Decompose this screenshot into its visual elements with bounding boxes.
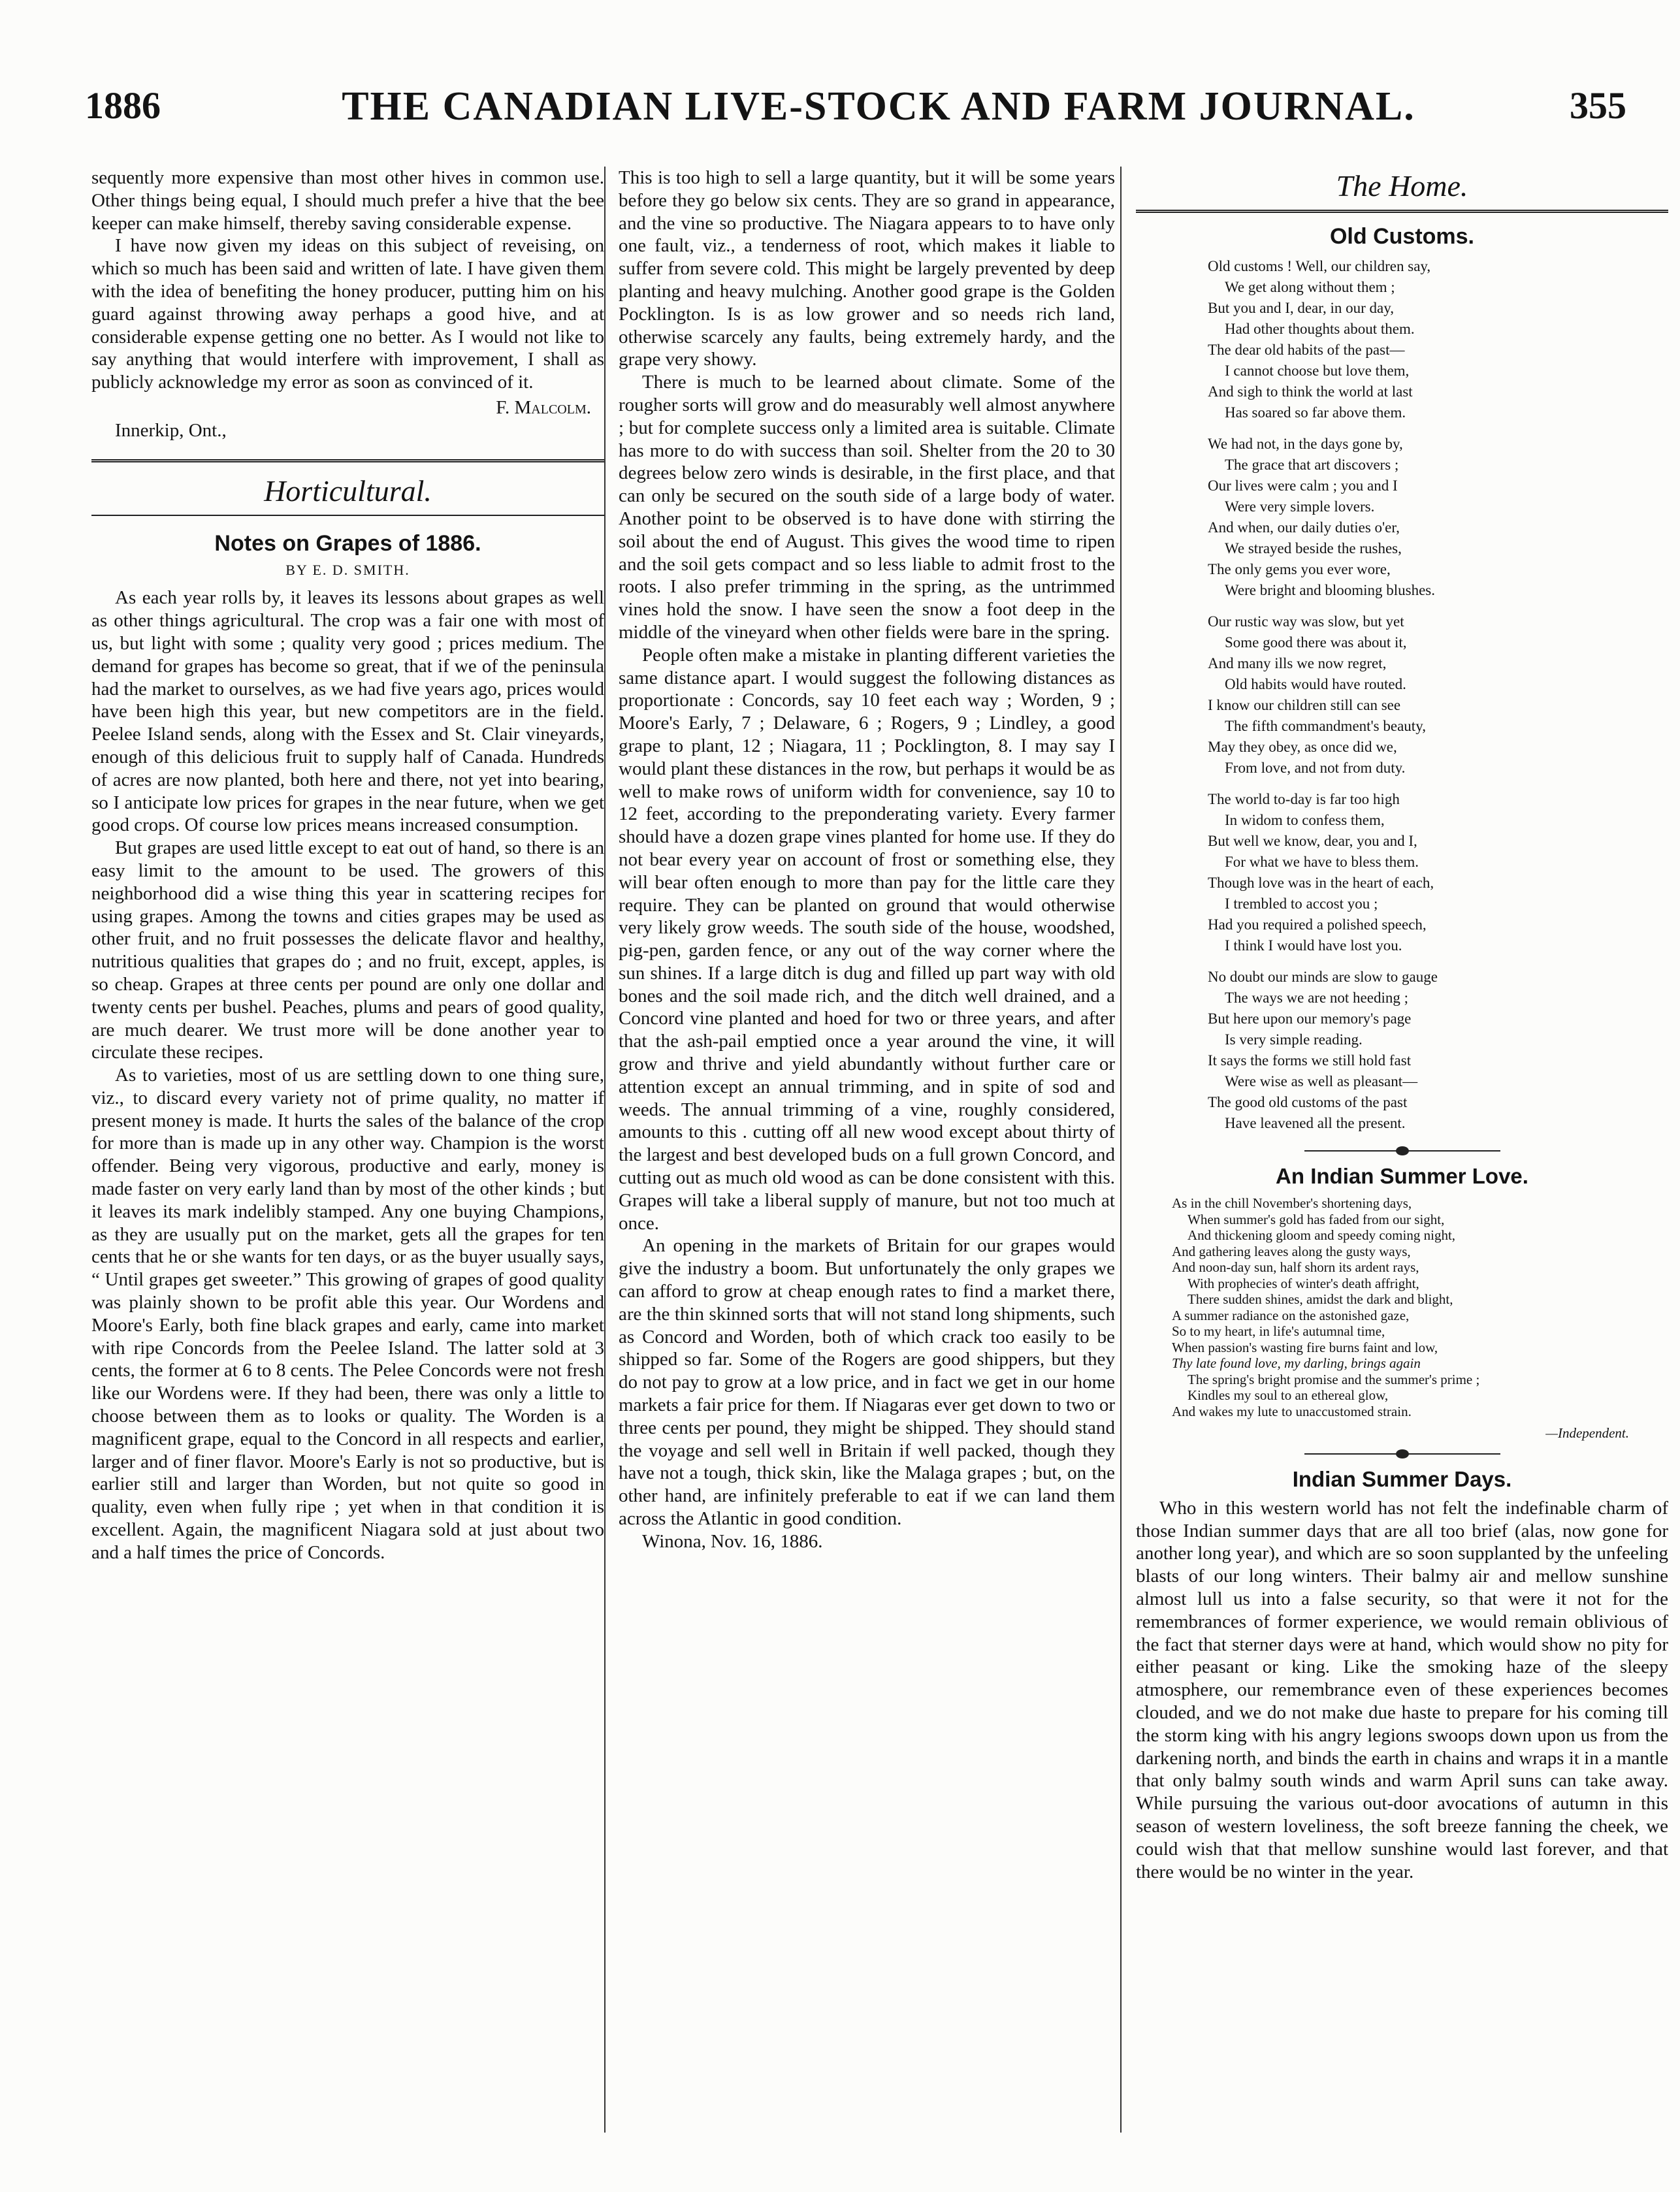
journal-title: THE CANADIAN LIVE-STOCK AND FARM JOURNAL. <box>342 84 1415 129</box>
poem-line: From love, and not from duty. <box>1225 760 1406 776</box>
column-1 <box>91 167 604 2133</box>
poem-line: And wakes my lute to unaccustomed strain. <box>1172 1403 1412 1419</box>
poem-line: May they obey, as once did we, <box>1208 739 1397 755</box>
poem-line: We strayed beside the rushes, <box>1225 540 1402 556</box>
poem-line: Thy late found love, my darling, brings again <box>1172 1355 1421 1371</box>
poem-line: The dear old habits of the past— <box>1208 342 1405 358</box>
paragraph: Who in this western world has not felt the indefinable charm of those Indian summer days that are all too brief (alas, now gone for another long year), and which are so soon supplanted by the unfeeling blasts of our long winters. Their balmy air and mellow sunshine almost lull us into a false security, so that were it not for the remembrances of former experience, we would remain oblivious of the fact that sterner days were at hand, which would show no pity for either peasant or king. Like the smoking haze of the sleepy atmosphere, our remembrance even of these experiences becomes clouded, and we do not make due haste to prepare for his coming till the storm king with his angry legions swoops down upon us from the darkening north, and binds the earth in chains and wraps it in a mantle that only balmy south winds and warm April suns can take away. While pursuing the various out-door avocations of autumn in this season of western loveliness, the soft breeze fanning the cheek, we could wish that that mellow sunshine would last forever, and that there would be no winter in the year. <box>1136 1497 1669 1882</box>
dateline: Innerkip, Ont., <box>115 419 227 441</box>
dateline: Winona, Nov. 16, 1886. <box>642 1530 823 1552</box>
ornamental-divider <box>1304 1144 1500 1157</box>
poem-title: Old Customs. <box>1329 224 1475 249</box>
poem-line: The only gems you ever wore, <box>1208 561 1391 577</box>
poem-line: And gathering leaves along the gusty ways, <box>1172 1243 1411 1259</box>
poem-line: Had other thoughts about them. <box>1225 321 1415 337</box>
poem-title: An Indian Summer Love. <box>1276 1164 1528 1188</box>
poem-line: So to my heart, in life's autumnal time, <box>1172 1323 1385 1339</box>
poem-line: There sudden shines, amidst the dark and blight, <box>1187 1291 1453 1307</box>
paragraph: As to varieties, most of us are settling down to one thing sure, viz., to discard every variety not of prime quality, no matter if present money is made. It hurts the sales of the balance of the crop for more than is made up in any other way. Champion is the worst offender. Being very vigorous, productive and early, money is made faster on very early land than by most of the other kinds ; but it leaves its mark indelibly stamped. Any one buying Champions, as they are usually put on the market, gets all the grapes for ten cents that he or she wants for ten days, or as the buyer usually says, “ Until grapes get sweeter.” This growing of grapes of good quality was plainly shown to be profit able this year. Our Wordens and Moore's Early, both fine black grapes and early, came into market with ripe Concords from the Peelee Island. The latter sold at 3 cents, the former at 6 to 8 cents. The Pelee Concords were not fresh like our Wordens were. If they had been, there was only a little to choose between them as to looks or quality. The Worden is a magnificent grape, equal to the Concord in all respects and earlier, larger and of finer flavor. Moore's Early is not so productive, but is earlier still and larger than Worden, but not quite so good in quality, even when fully ripe ; yet when in that condition it is excellent. Again, the magnificent Niagara sold at just about two and a half times the price of Concords. <box>91 1065 604 1563</box>
poem-line: Old customs ! Well, our children say, <box>1208 258 1431 274</box>
poem-line: I cannot choose but love them, <box>1225 363 1410 379</box>
poem-line: A summer radiance on the astonished gaze, <box>1172 1307 1410 1323</box>
poem-line: We had not, in the days gone by, <box>1208 436 1403 452</box>
poem-line: The grace that art discovers ; <box>1225 457 1399 473</box>
paragraph: But grapes are used little except to eat out of hand, so there is an easy limit to the amount to be used. The growers of this neighborhood did a wise thing this year in scattering recipes for using grapes. Among the towns and cities grapes may be used as other fruit, and no fruit possesses the delicate flavor and healthy, nutritious qualities that grapes do ; and no fruit, except, apples, is so cheap. Grapes at three cents per pound are only one dollar and twenty cents per bushel. Peaches, plums and pears of good quality, are much dearer. We trust more will be done another year to circulate these recipes. <box>91 837 604 1063</box>
poem-line: Our rustic way was slow, but yet <box>1208 613 1404 630</box>
poem-line: Were very simple lovers. <box>1225 498 1375 515</box>
poem-line: Have leavened all the present. <box>1225 1115 1406 1131</box>
stanza <box>1208 611 1668 779</box>
poem-line: No doubt our minds are slow to gauge <box>1208 969 1438 985</box>
page-number: 355 <box>1570 84 1626 127</box>
article-title: Indian Summer Days. <box>1292 1466 1512 1491</box>
poem-line: For what we have to bless them. <box>1225 854 1419 870</box>
section-heading-horticultural: Horticultural. <box>264 474 432 508</box>
poem-line: Old habits would have routed. <box>1225 676 1406 692</box>
masthead <box>85 84 1626 136</box>
poem-line: I think I would have lost you. <box>1225 937 1402 954</box>
article-byline: BY E. D. SMITH. <box>285 561 410 578</box>
stanza <box>1208 256 1668 423</box>
section-rule <box>1136 210 1668 213</box>
poem-line: When passion's wasting fire burns faint and low, <box>1172 1339 1438 1355</box>
poem-line: As in the chill November's shortening days, <box>1172 1195 1412 1211</box>
poem-line: But you and I, dear, in our day, <box>1208 300 1395 316</box>
poem-old-customs <box>1136 256 1668 1134</box>
poem-line: Were wise as well as pleasant— <box>1225 1073 1418 1089</box>
column-3 <box>1120 167 1669 2133</box>
poem-line: In widom to confess them, <box>1225 812 1385 828</box>
poem-line: And thickening gloom and speedy coming night, <box>1187 1227 1456 1243</box>
article-title: Notes on Grapes of 1886. <box>214 530 481 556</box>
poem-line: Kindles my soul to an ethereal glow, <box>1187 1387 1389 1403</box>
poem-line: Though love was in the heart of each, <box>1208 875 1434 891</box>
author-signature: F. Malcolm. <box>496 396 591 418</box>
poem-line: Had you required a polished speech, <box>1208 916 1427 933</box>
section-rule <box>91 459 604 462</box>
poem-line: It says the forms we still hold fast <box>1208 1052 1412 1069</box>
poem-line: The fifth commandment's beauty, <box>1225 718 1426 734</box>
poem-line: The good old customs of the past <box>1208 1094 1408 1110</box>
poem-line: But here upon our memory's page <box>1208 1010 1412 1027</box>
poem-line: The spring's bright promise and the summer's prime ; <box>1187 1371 1480 1387</box>
poem-line: With prophecies of winter's death affright, <box>1187 1275 1419 1291</box>
paragraph: An opening in the markets of Britain for our grapes would give the industry a boom. But unfortunately the only grapes we can afford to grow at cheap enough rates to find a market there, are the thin skinned sorts that will not stand long shipments, such as Concord and Worden, both of which crack too easily to be shipped so far. Some of the Rogers are good shippers, but they do not pay to grow at a low price, and in fact we get in our home markets a fair price for them. If Niagaras ever get down to two or three cents per pound, they might be shipped. They should stand the voyage and sell well in Britain if well packed, though they have not a tough, thick skin, like the Malaga grapes ; but, on the other hand, are infinitely preferable to eat if we can land them across the Atlantic in good condition. <box>619 1235 1115 1530</box>
paragraph: I have now given my ideas on this subject of reveising, on which so much has been said and written of late. I have given them with the idea of benefiting the honey producer, putting him on his guard against throwing away perhaps a good hive, and at considerable expense getting one no better. As I would not like to say anything that would interfere with improvement, I shall as publicly acknowledge my error as soon as convinced of it. <box>91 235 604 393</box>
poem-line: Some good there was about it, <box>1225 634 1407 651</box>
poem-line: We get along without them ; <box>1225 279 1395 295</box>
paragraph: People often make a mistake in planting different varieties the same distance apart. I would suggest the following distances as proportionate : Concords, say 10 feet each way ; Worden, 9 ; Moore's Early, 7 ; Delaware, 6 ; Rogers, 9 ; Lindley, a good grape to plant, 12 ; Niagara, 11 ; Pocklington, 8. I may say I would plant these distances in the row, but perhaps it would be as well to make rows of uniform width for convenience, say 10 to 12 feet, according to the preponderating variety. Every farmer should have a dozen grape vines planted for home use. If they do not bear every year on account of frost or something else, they will bear often enough to more than pay for the little care they require. They can be planted on ground that would otherwise very likely grow weeds. The south side of the house, woodshed, pig-pen, garden fence, or any out of the way corner where the sun shines. If a large ditch is dug and filled up part way with old bones and the soil made rich, and the ditch well drained, and a Concord vine planted and hoed for two or three years, and after that the ash-pail emptied once a year around the vine, it will grow and thrive and yield abundantly without further care or attention except an annual trimming, and in spite of sod and weeds. The annual trimming of a vine, roughly considered, amounts to this . cutting off all new wood except about thirty of the largest and best developed buds on a full grown Concord, and cutting out as much old wood as can be done consistent with this. Grapes will take a liberal supply of manure, but not too much at once. <box>619 644 1115 1234</box>
poem-line: And when, our daily duties o'er, <box>1208 519 1400 536</box>
poem-source: —Independent. <box>1545 1425 1629 1441</box>
stanza <box>1208 789 1668 956</box>
section-rule <box>91 515 604 516</box>
poem-line: The world to-day is far too high <box>1208 791 1400 807</box>
header-year: 1886 <box>85 84 161 127</box>
paragraph: As each year rolls by, it leaves its lessons about grapes as well as other things agricultural. The crop was a fair one with most of us, but light with some ; quality very good ; prices medium. The demand for grapes has become so great, that if we of the peninsula had the market to ourselves, as we had five years ago, prices would have been high this year, but new competitors are in the field. Peelee Island sends, along with the Essex and St. Clair vineyards, enough of this delicious fruit to supply half of Canada. Hundreds of acres are now planted, both here and there, not yet into bearing, so I anticipate low prices for grapes in the near future, when we get good crops. Of course low prices means increased consumption. <box>91 587 604 836</box>
section-heading-home: The Home. <box>1336 169 1468 202</box>
poem-indian-summer-love <box>1172 1195 1668 1419</box>
ornamental-divider <box>1304 1447 1500 1460</box>
poem-line: The ways we are not heeding ; <box>1225 990 1409 1006</box>
poem-line: Our lives were calm ; you and I <box>1208 477 1398 494</box>
poem-line: I know our children still can see <box>1208 697 1401 713</box>
paragraph: This is too high to sell a large quantity, but it will be some years before they go below six cents. They are so grand in appearance, and the vine so productive. The Niagara appears to to have only one fault, viz., a tenderness of root, which makes it liable to suffer from severe cold. This might be largely prevented by deep planting and heavy mulching. Another good grape is the Golden Pocklington. Is is as low grower and so needs rich land, otherwise scarcely any faults, being extremely hardy, and the grape very showy. <box>619 167 1115 370</box>
poem-line: And many ills we now regret, <box>1208 655 1387 671</box>
stanza <box>1208 434 1668 601</box>
poem-line: When summer's gold has faded from our sight, <box>1187 1211 1445 1227</box>
poem-line: And noon-day sun, half shorn its ardent rays, <box>1172 1259 1419 1275</box>
column-2 <box>604 167 1120 2133</box>
poem-line: But well we know, dear, you and I, <box>1208 833 1417 849</box>
poem-line: Is very simple reading. <box>1225 1031 1363 1048</box>
paragraph: There is much to be learned about climate. Some of the rougher sorts will grow and do measurably well almost anywhere ; but for complete success only a limited area is suitable. Climate has more to do with success than soil. Shelter from the 20 to 30 degrees below zero winds is desirable, in the first place, and that can only be secured on the south side of a large body of water. Another point to be observed is to have done with stirring the soil about the end of August. This gives the wood time to ripen and the soil gets compact and so less liable to admit frost to the roots. I also prefer trimming in the spring, as the untrimmed vines hold the snow. I have seen the snow a foot deep in the middle of the vineyard when other fields were bare in the spring. <box>619 372 1115 643</box>
stanza <box>1208 967 1668 1134</box>
paragraph: sequently more expensive than most other hives in common use. Other things being equal, I should much prefer a hive that the bee keeper can make himself, thereby saving considerable expense. <box>91 167 604 234</box>
poem-line: And sigh to think the world at last <box>1208 383 1413 400</box>
poem-line: Were bright and blooming blushes. <box>1225 582 1436 598</box>
poem-line: I trembled to accost you ; <box>1225 895 1378 912</box>
poem-line: Has soared so far above them. <box>1225 404 1406 421</box>
